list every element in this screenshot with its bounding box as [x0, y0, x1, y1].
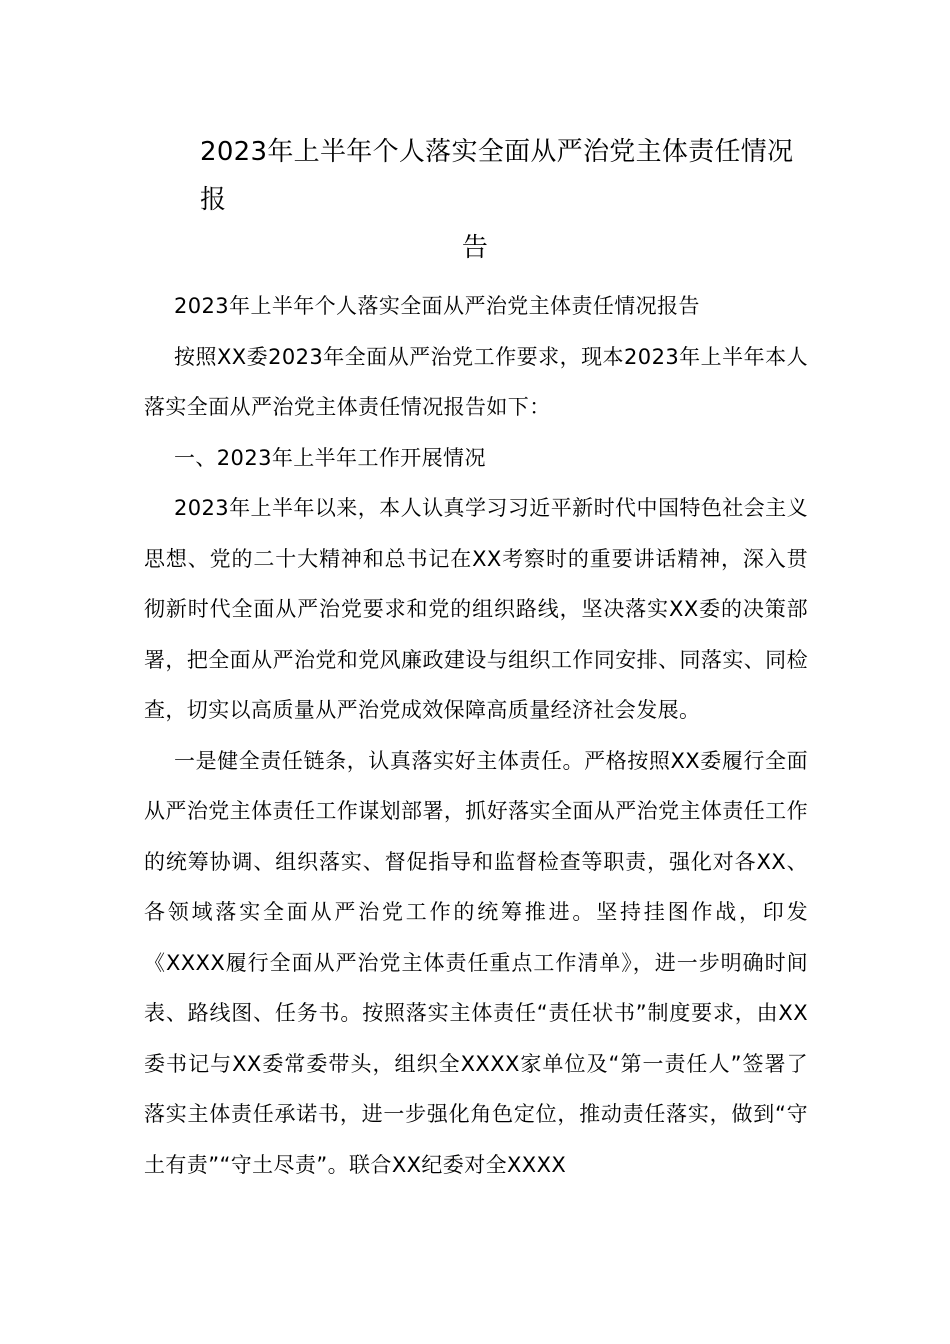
paragraph-responsibility-chain: 一是健全责任链条，认真落实好主体责任。严格按照XX委履行全面从严治党主体责任工作谋划部署，抓好落实全面从严治党主体责任工作的统筹协调、组织落实、督促指导和监督检查等职责，强化对各XX、各领域落实全面从严治党工作的统筹推进。坚持挂图作战，印发《XXXX履行全面从严治党主体责任重点工作清单》，进一步明确时间表、路线图、任务书。按照落实主体责任“责任状书”制度要求，由XX委书记与XX委常委带头，组织全XXXX家单位及“第一责任人”签署了落实主体责任承诺书，进一步强化角色定位，推动责任落实，做到“守土有责”“守土尽责”。联合XX纪委对全XXXX	[144, 748, 808, 1177]
title-line-2: 告	[461, 233, 489, 263]
section-heading: 一、2023年上半年工作开展情况	[174, 445, 486, 470]
paragraph-intro: 按照XX委2023年全面从严治党工作要求，现本2023年上半年本人落实全面从严治党主体责任情况报告如下：	[144, 344, 808, 419]
document-title	[144, 128, 806, 272]
title-line-1: 2023年上半年个人落实全面从严治党主体责任情况报	[200, 137, 794, 215]
paragraph-subtitle: 2023年上半年个人落实全面从严治党主体责任情况报告	[174, 294, 700, 318]
paragraph-overview: 2023年上半年以来，本人认真学习习近平新时代中国特色社会主义思想、党的二十大精神和总书记在XX考察时的重要讲话精神，深入贯彻新时代全面从严治党要求和党的组织路线，坚决落实XX委的决策部署，把全面从严治党和党风廉政建设与组织工作同安排、同落实、同检查，切实以高质量从严治党成效保障高质量经济社会发展。	[144, 496, 808, 722]
document-body	[144, 281, 808, 1190]
